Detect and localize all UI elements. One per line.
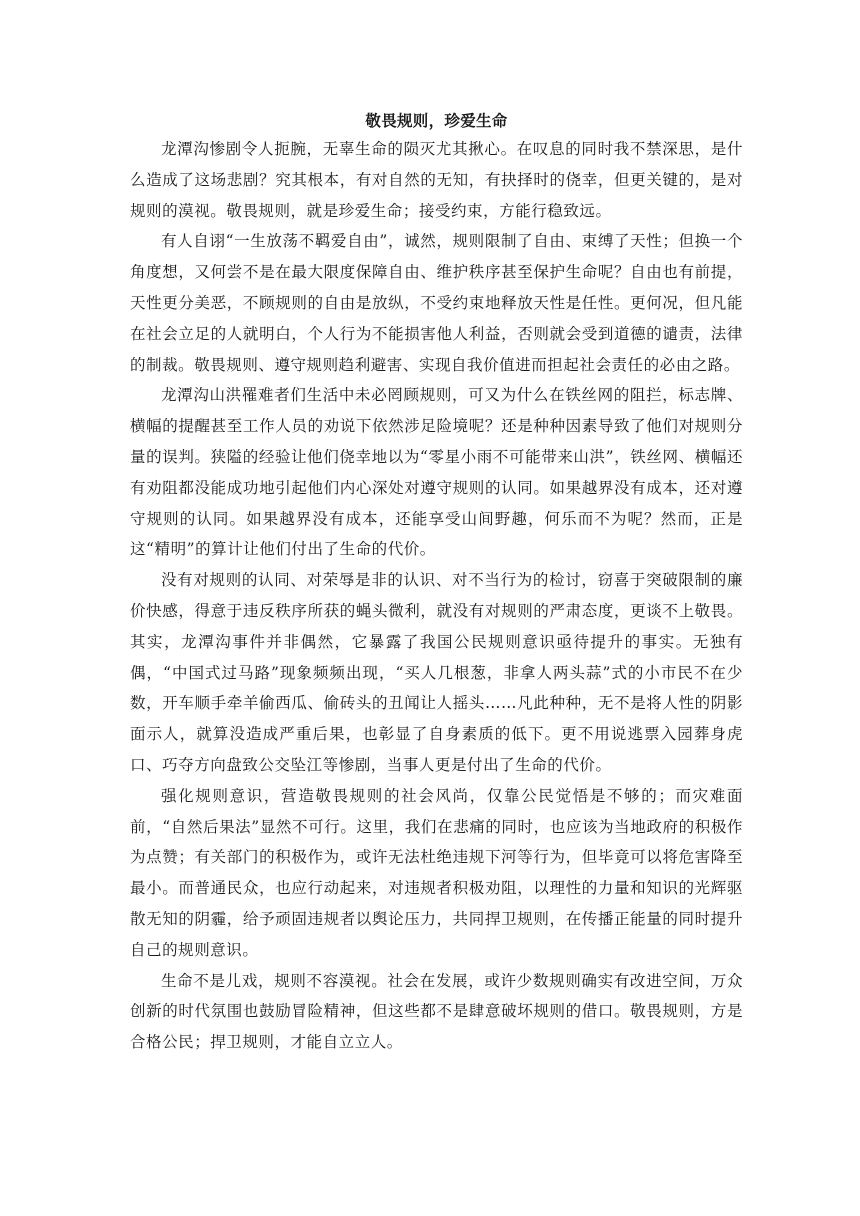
paragraph-2: 有人自诩“一生放荡不羁爱自由”，诚然，规则限制了自由、束缚了天性；但换一个角度想，又何尝不是在最大限度保障自由、维护秩序甚至保护生命呢？自由也有前提，天性更分美恶，不顾规则的自由是放纵，不受约束地释放天性是任性。更何况，但凡能在社会立足的人就明白，个人行为不能损害他人利益，否则就会受到道德的谴责，法律的制裁。敬畏规则、遵守规则趋利避害、实现自我价值进而担起社会责任的必由之路。: [130, 232, 743, 374]
paragraph-1: 龙潭沟惨剧令人扼腕，无辜生命的陨灭尤其揪心。在叹息的同时我不禁深思，是什么造成了这场悲剧？究其根本，有对自然的无知，有抉择时的侥幸，但更关键的，是对规则的漠视。敬畏规则，就是珍爱生命；接受约束，方能行稳致远。: [130, 140, 743, 220]
paragraph-4: 没有对规则的认同、对荣辱是非的认识、对不当行为的检讨，窃喜于突破限制的廉价快感，得意于违反秩序所获的蝇头微利，就没有对规则的严肃态度，更谈不上敬畏。其实，龙潭沟事件并非偶然，它暴露了我国公民规则意识亟待提升的事实。无独有偶，“中国式过马路”现象频频出现，“买人几根葱，非拿人两头蒜”式的小市民不在少数，开车顺手牵羊偷西瓜、偷砖头的丑闻让人摇头……凡此种种，无不是将人性的阴影面示人，就算没造成严重后果，也彰显了自身素质的低下。更不用说逃票入园葬身虎口、巧夺方向盘致公交坠江等惨剧，当事人更是付出了生命的代价。: [130, 571, 743, 774]
document-title: 敬畏规则，珍爱生命: [365, 111, 508, 130]
paragraph-3: 龙潭沟山洪罹难者们生活中未必罔顾规则，可又为什么在铁丝网的阻拦，标志牌、横幅的提醒甚至工作人员的劝说下依然涉足险境呢？还是种种因素导致了他们对规则分量的误判。狭隘的经验让他们侥幸地以为“零星小雨不可能带来山洪”，铁丝网、横幅还有劝阻都没能成功地引起他们内心深处对遵守规则的认同。如果越界没有成本，还对遵守规则的认同。如果越界没有成本，还能享受山间野趣，何乐而不为呢？然而，正是这“精明”的算计让他们付出了生命的代价。: [130, 386, 743, 559]
paragraph-6: 生命不是儿戏，规则不容漠视。社会在发展，或许少数规则确实有改进空间，万众创新的时代氛围也鼓励冒险精神，但这些都不是肆意破坏规则的借口。敬畏规则，方是合格公民；捍卫规则，才能自立立人。: [130, 971, 743, 1052]
paragraph-5: 强化规则意识，营造敬畏规则的社会风尚，仅靠公民觉悟是不够的；而灾难面前，“自然后果法”显然不可行。这里，我们在悲痛的同时，也应该为当地政府的积极作为点赞；有关部门的积极作为，或许无法杜绝违规下河等行为，但毕竟可以将危害降至最小。而普通民众，也应行动起来，对违规者积极劝阻，以理性的力量和知识的光辉驱散无知的阴霾，给予顽固违规者以舆论压力，共同捍卫规则，在传播正能量的同时提升自己的规则意识。: [130, 786, 743, 959]
